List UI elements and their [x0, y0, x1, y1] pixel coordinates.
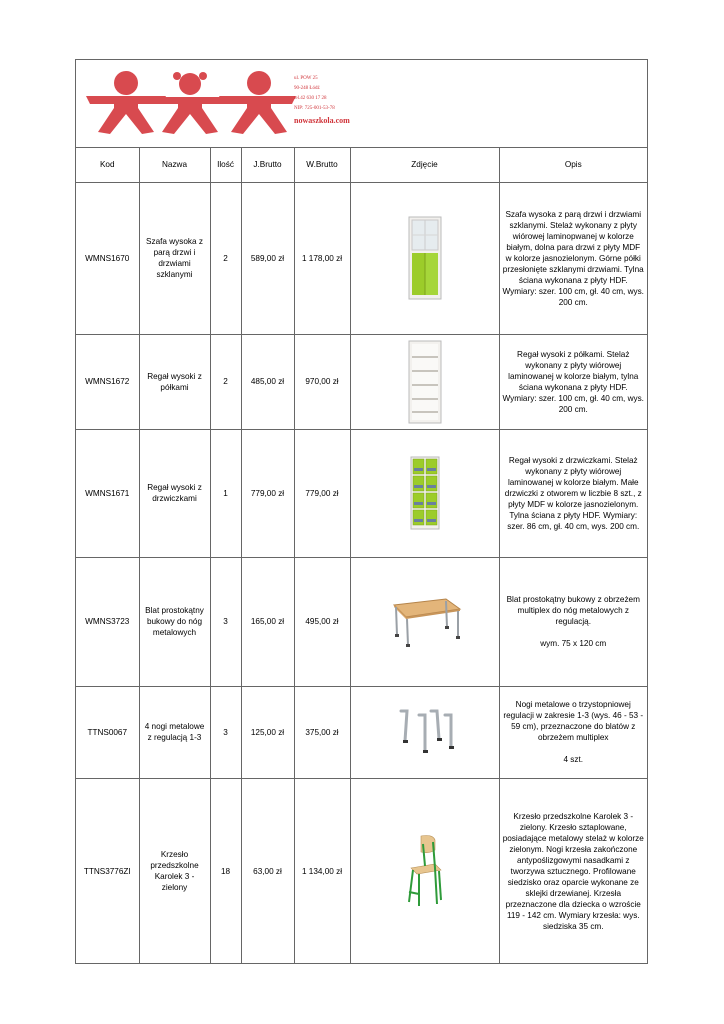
- table-row: [76, 778, 647, 964]
- product-unit-price: 485,00 zł: [241, 334, 294, 429]
- company-phone: tel.42 630 17 28: [294, 96, 327, 101]
- table-row: [76, 686, 647, 778]
- table-row: [76, 182, 647, 334]
- product-name: 4 nogi metalowe z regulacją 1-3: [139, 686, 210, 778]
- tall-shelf-small-doors-icon: [410, 456, 440, 530]
- product-qty: 18: [210, 778, 241, 964]
- product-code: WMNS1671: [76, 429, 139, 557]
- product-photo: [350, 182, 499, 334]
- column-header-photo: Zdjęcie: [350, 148, 499, 182]
- company-nip: NIP: 725-001-53-78: [294, 106, 335, 111]
- preschool-chair-icon: [405, 834, 445, 908]
- table-row: [76, 429, 647, 557]
- product-qty: 3: [210, 686, 241, 778]
- company-address-line2: 90-248 Łódź: [294, 86, 320, 91]
- company-header: [76, 60, 647, 148]
- column-header-name: Nazwa: [139, 148, 210, 182]
- product-total-price: 779,00 zł: [294, 429, 350, 557]
- product-description: Regał wysoki z półkami. Stelaż wykonany z płyty wiórowej laminowanej w kolorze białym, tylna ściana wykonana z płyty HDF. Wymiary: szer. 100 cm, gł. 40 cm, wys. 200 cm.: [499, 334, 647, 429]
- product-description: Szafa wysoka z parą drzwi i drzwiami szklanymi. Stelaż wykonany z płyty wiórowej laminopwanej w kolorze białym, dolna para drzwi z płyty MDF w kolorze jasnozielonym. Górne półki przesłonięte szklanymi drzwiami. Tylna ściana wykonana z płyty HDF. Wymiary: szer. 100 cm, gł. 40 cm, wys. 200 cm.: [499, 182, 647, 334]
- product-qty: 2: [210, 182, 241, 334]
- product-total-price: 375,00 zł: [294, 686, 350, 778]
- quote-document: [75, 59, 648, 964]
- column-header-qty: Ilość: [210, 148, 241, 182]
- company-website-link[interactable]: nowaszkola.com: [294, 116, 350, 125]
- product-description: Krzesło przedszkolne Karolek 3 - zielony. Krzesło sztaplowane, posiadające metalowy stelaż w kolorze zielonym. Nogi krzesła zakończone antypoślizgowymi nasadkami z tworzywa sztucznego. Profilowane siedzisko oraz oparcie wykonane ze sklejki drzewianej. Krzesła przeznaczone dla dziecka o wzroście 119 - 142 cm. Wymiary krzesła: wys. siedziska 35 cm.: [499, 778, 647, 964]
- product-photo: [350, 686, 499, 778]
- column-header-total-price: W.Brutto: [294, 148, 350, 182]
- table-row: [76, 557, 647, 686]
- product-code: WMNS1670: [76, 182, 139, 334]
- product-name: Szafa wysoka z parą drzwi i drzwiami szklanymi: [139, 182, 210, 334]
- product-total-price: 495,00 zł: [294, 557, 350, 686]
- product-unit-price: 125,00 zł: [241, 686, 294, 778]
- table-row: [76, 334, 647, 429]
- product-total-price: 1 178,00 zł: [294, 182, 350, 334]
- product-description: Blat prostokątny bukowy z obrzeżem multiplex do nóg metalowych z regulacją. wym. 75 x 120 cm: [499, 557, 647, 686]
- product-code: WMNS3723: [76, 557, 139, 686]
- product-description: Regał wysoki z drzwiczkami. Stelaż wykonany z płyty wiórowej laminowanej w kolorze białym. Małe drzwiczki z otworem w liczbie 8 szt., z płyty MDF w kolorze jasnozielonym. Tylna ściana z płyty HDF. Wymiary: szer. 86 cm, gł. 40 cm, wys. 200 cm.: [499, 429, 647, 557]
- product-name: Regał wysoki z drzwiczkami: [139, 429, 210, 557]
- metal-legs-icon: [395, 707, 455, 757]
- column-header-code: Kod: [76, 148, 139, 182]
- product-description: Nogi metalowe o trzystopniowej regulacji w zakresie 1-3 (wys. 46 - 53 - 59 cm), przeznaczone do blatów z obrzeżem multiplex 4 szt.: [499, 686, 647, 778]
- product-name: Krzesło przedszkolne Karolek 3 - zielony: [139, 778, 210, 964]
- product-photo: [350, 557, 499, 686]
- column-header-unit-price: J.Brutto: [241, 148, 294, 182]
- product-photo: [350, 778, 499, 964]
- product-unit-price: 165,00 zł: [241, 557, 294, 686]
- company-address-line1: ul. POW 25: [294, 76, 318, 81]
- table-header-row: [76, 148, 647, 182]
- product-total-price: 970,00 zł: [294, 334, 350, 429]
- product-table: [76, 148, 647, 964]
- product-unit-price: 589,00 zł: [241, 182, 294, 334]
- product-photo: [350, 334, 499, 429]
- company-info: [294, 74, 350, 128]
- product-name: Regał wysoki z półkami: [139, 334, 210, 429]
- product-code: TTNS0067: [76, 686, 139, 778]
- product-qty: 3: [210, 557, 241, 686]
- column-header-description: Opis: [499, 148, 647, 182]
- product-unit-price: 63,00 zł: [241, 778, 294, 964]
- product-code: TTNS3776ZI: [76, 778, 139, 964]
- product-qty: 2: [210, 334, 241, 429]
- product-total-price: 1 134,00 zł: [294, 778, 350, 964]
- product-qty: 1: [210, 429, 241, 557]
- tall-shelf-icon: [408, 340, 442, 424]
- product-photo: [350, 429, 499, 557]
- product-unit-price: 779,00 zł: [241, 429, 294, 557]
- product-name: Blat prostokątny bukowy do nóg metalowych: [139, 557, 210, 686]
- product-code: WMNS1672: [76, 334, 139, 429]
- company-logo-icon: [84, 70, 296, 134]
- rectangular-table-icon: [388, 595, 462, 649]
- tall-cabinet-glass-doors-icon: [408, 216, 442, 300]
